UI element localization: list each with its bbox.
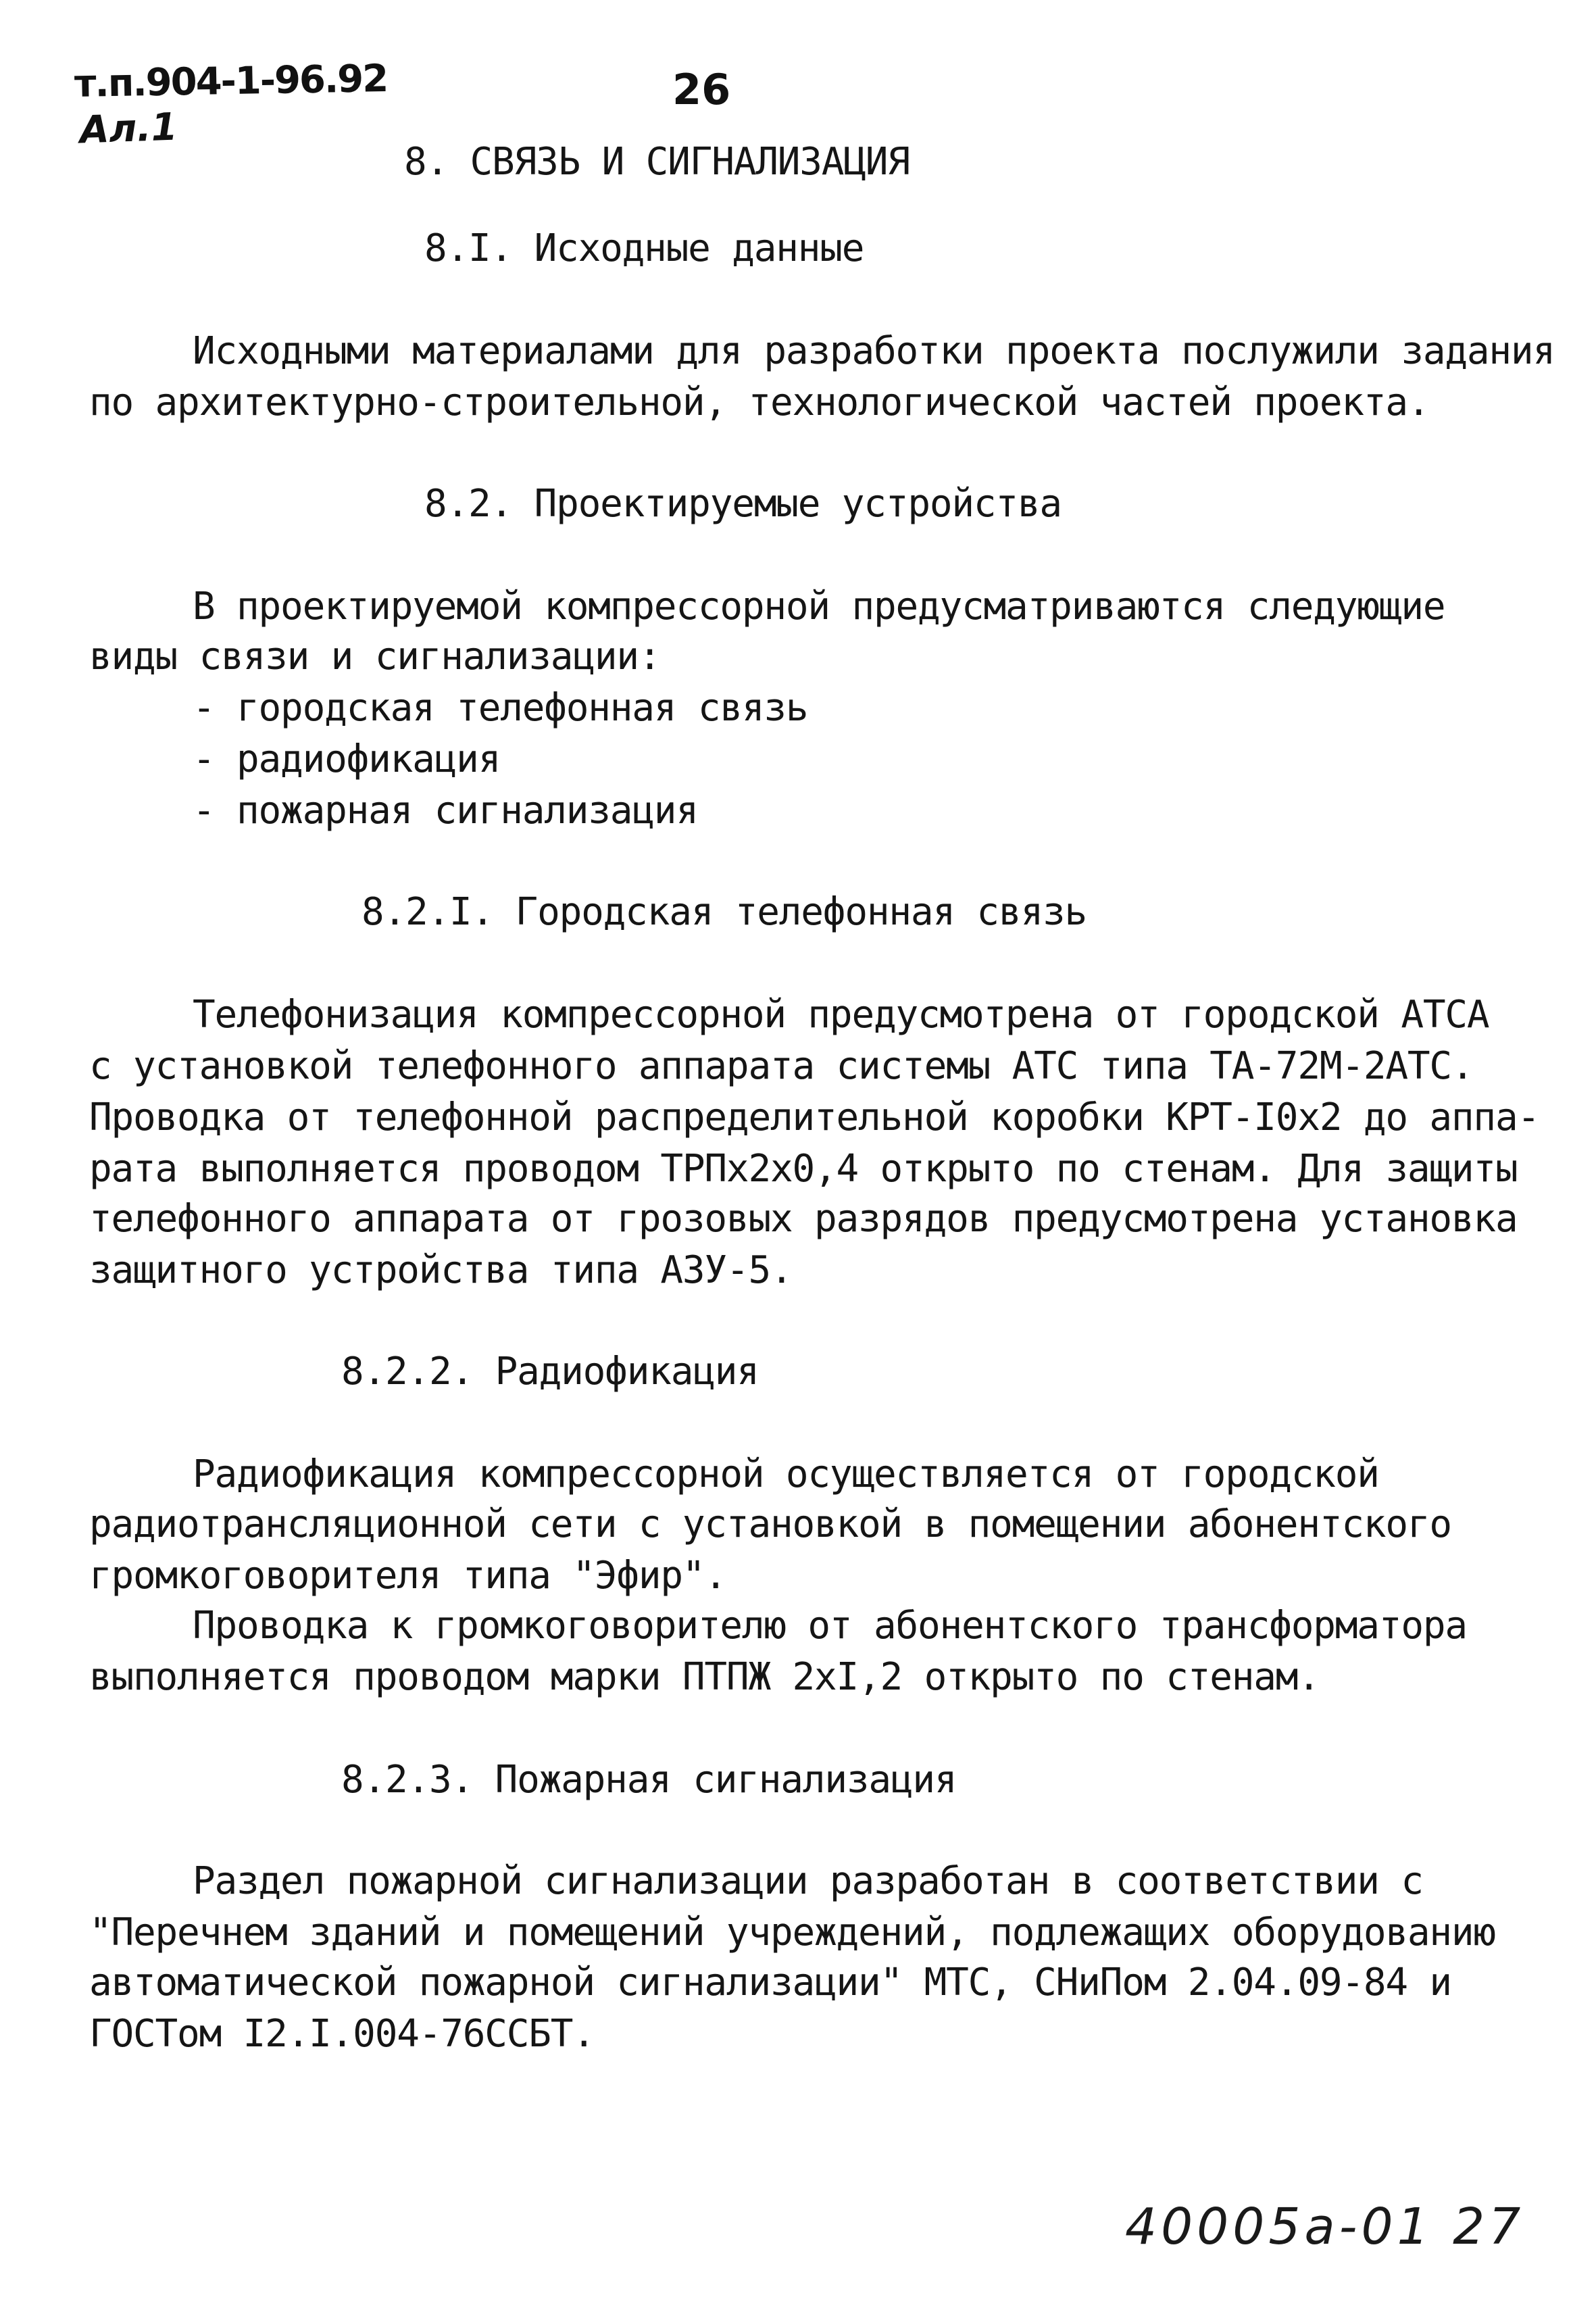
paragraph-line: Исходными материалами для разработки проекта послужили задания [193,329,1555,373]
paragraph-line: В проектируемой компрессорной предусматриваются следующие [193,585,1445,629]
paragraph-line: "Перечнем зданий и помещений учреждений, подлежащих оборудованию [89,1911,1495,1954]
paragraph-line: по архитектурно-строительной, технологической частей проекта. [89,380,1430,424]
list-item: - радиофикация [193,737,501,781]
subsection-heading-telephone: 8.2.I. Городская телефонная связь [361,890,1087,934]
paragraph-line: телефонного аппарата от грозовых разрядов предусмотрена установка [89,1197,1518,1241]
paragraph-line: виды связи и сигнализации: [89,635,661,679]
subsection-heading-radio: 8.2.2. Радиофикация [341,1350,759,1394]
paragraph-line: выполняется проводом марки ПТПЖ 2хI,2 открыто по стенам. [89,1655,1320,1699]
paragraph-line: Телефонизация компрессорной предусмотрена от городской АТСА [193,993,1489,1037]
paragraph-line: ГОСТом I2.I.004-76ССБТ. [89,2012,595,2056]
subsection-heading-devices: 8.2. Проектируемые устройства [424,482,1062,526]
paragraph-line: Проводка от телефонной распределительной коробки КРТ-I0х2 до аппа- [89,1096,1539,1139]
section-title: 8. СВЯЗЬ И СИГНАЛИЗАЦИЯ [404,140,909,184]
paragraph-line: рата выполняется проводом ТРПх2х0,4 открыто по стенам. Для защиты [89,1147,1518,1191]
subsection-heading-initial-data: 8.I. Исходные данные [424,226,864,270]
inventory-number: 40005а-01 27 [1125,2198,1525,2256]
list-item: - пожарная сигнализация [193,789,698,833]
subsection-heading-fire-alarm: 8.2.3. Пожарная сигнализация [341,1758,957,1802]
document-code: т.п.904-1-96.92 [74,56,388,107]
paragraph-line: автоматической пожарной сигнализации" МТС, СНиПом 2.04.09-84 и [89,1961,1451,2004]
paragraph-line: с установкой телефонного аппарата системы АТС типа ТА-72М-2АТС. [89,1044,1474,1088]
sheet-reference: Ал.1 [78,105,178,153]
page-number: 26 [672,65,731,114]
list-item: - городская телефонная связь [193,686,808,730]
paragraph-line: Проводка к громкоговорителю от абонентского трансформатора [193,1604,1467,1648]
paragraph-line: Раздел пожарной сигнализации разработан в соответствии с [193,1859,1423,1903]
paragraph-line: защитного устройства типа АЗУ-5. [89,1248,793,1292]
paragraph-line: радиотрансляционной сети с установкой в помещении абонентского [89,1502,1451,1546]
paragraph-line: громкоговорителя типа "Эфир". [89,1554,726,1598]
paragraph-line: Радиофикация компрессорной осуществляется от городской [193,1452,1379,1496]
